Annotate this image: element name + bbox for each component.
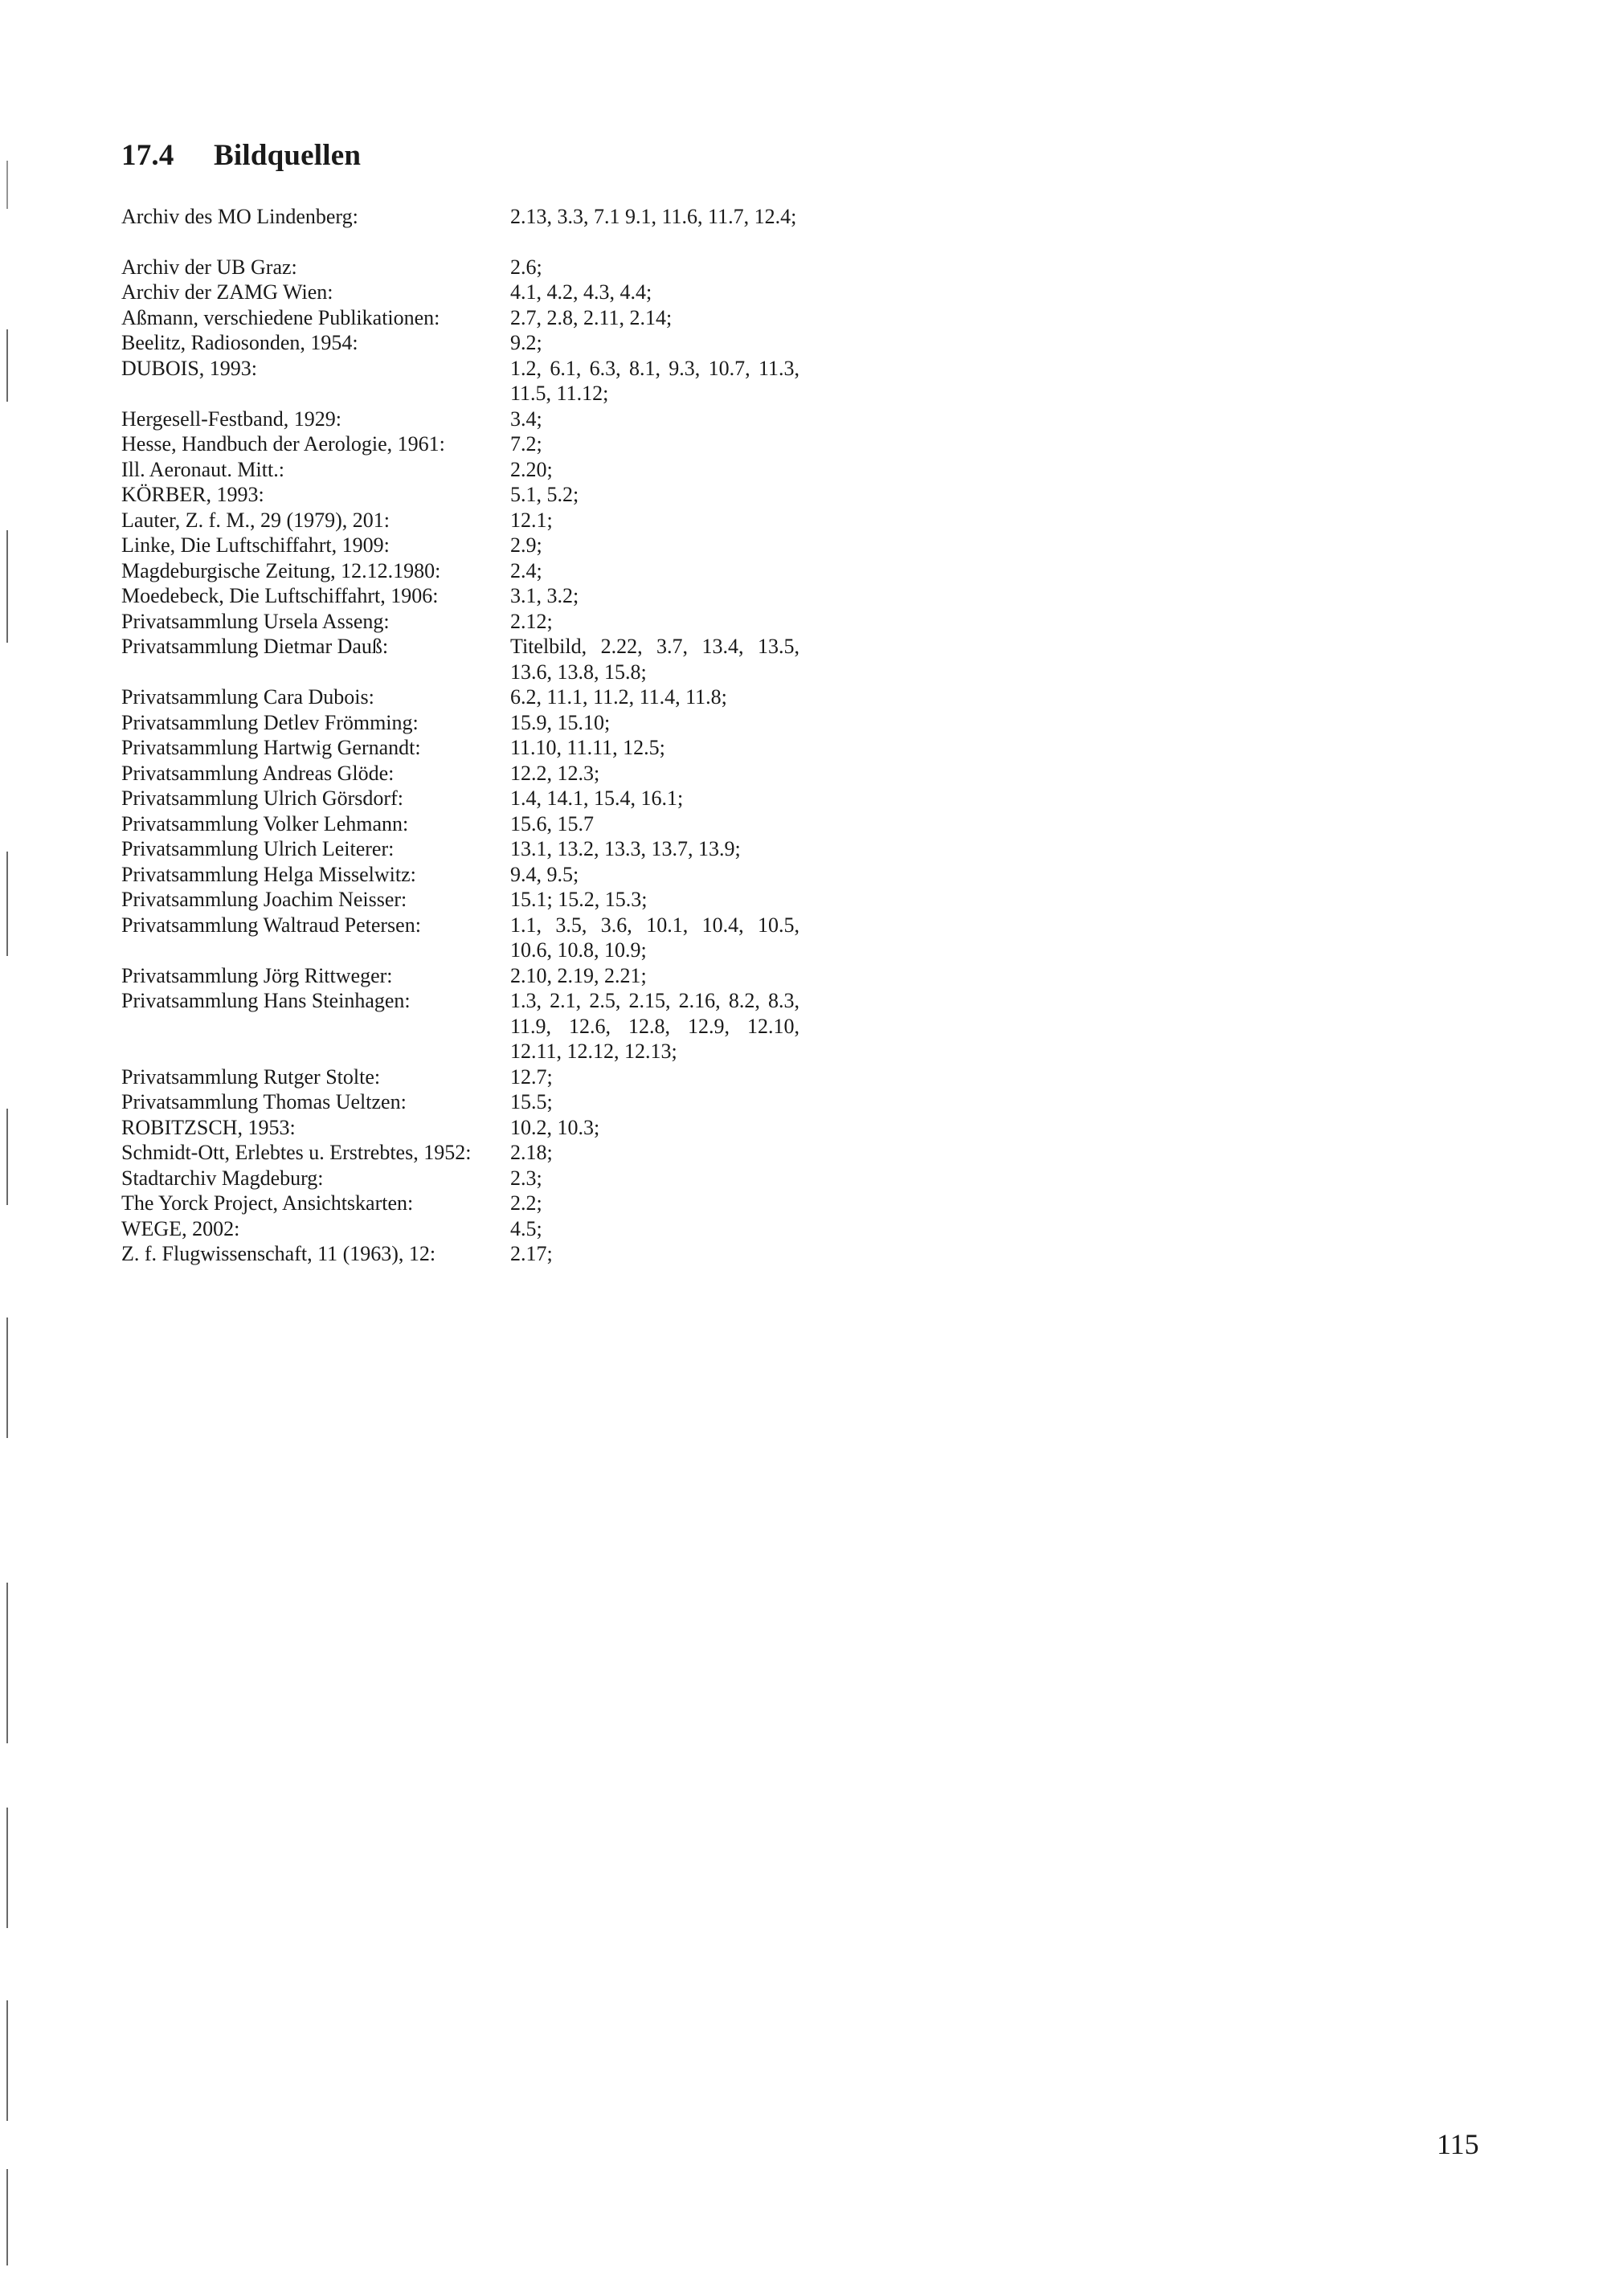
source-entry xyxy=(121,1166,804,1191)
source-name: Archiv der ZAMG Wien: xyxy=(121,280,333,304)
figure-numbers: 1.3, 2.1, 2.5, 2.15, 2.16, 8.2, 8.3, 11.9, 12.6, 12.8, 12.9, 12.10, 12.11, 12.12, 12.13; xyxy=(510,989,799,1063)
figure-numbers: 4.1, 4.2, 4.3, 4.4; xyxy=(510,280,652,304)
figure-numbers: 15.6, 15.7 xyxy=(510,811,594,835)
source-name: Z. f. Flugwissenschaft, 11 (1963), 12: xyxy=(121,1242,436,1265)
figure-numbers: 1.4, 14.1, 15.4, 16.1; xyxy=(510,786,684,810)
source-name: Privatsammlung Andreas Glöde: xyxy=(121,761,395,785)
source-name: WEGE, 2002: xyxy=(121,1216,240,1240)
source-entry xyxy=(121,684,804,710)
figure-numbers: 15.1; 15.2, 15.3; xyxy=(510,888,648,911)
source-entry xyxy=(121,836,804,862)
source-name: ROBITZSCH, 1953: xyxy=(121,1115,296,1139)
figure-numbers: 12.7; xyxy=(510,1064,553,1089)
figure-numbers: 9.2; xyxy=(510,331,542,354)
figure-numbers: 2.10, 2.19, 2.21; xyxy=(510,963,647,987)
source-name: Lauter, Z. f. M., 29 (1979), 201: xyxy=(121,508,391,532)
source-entry xyxy=(121,862,804,888)
source-name: Archiv des MO Lindenberg: xyxy=(121,205,358,228)
source-name: Privatsammlung Joachim Neisser: xyxy=(121,888,407,911)
source-entry xyxy=(121,1216,804,1242)
source-entry xyxy=(121,508,804,533)
figure-numbers: 11.10, 11.11, 12.5; xyxy=(510,736,665,759)
section-title: Bildquellen xyxy=(214,139,362,172)
source-entry xyxy=(121,887,804,913)
source-name: Archiv der UB Graz: xyxy=(121,255,297,279)
source-entry xyxy=(121,406,804,432)
figure-numbers: 4.5; xyxy=(510,1216,542,1240)
source-name: Schmidt-Ott, Erlebtes u. Erstrebtes, 1952: xyxy=(121,1141,472,1164)
source-entry xyxy=(121,356,804,406)
source-entry xyxy=(121,710,804,736)
source-entry xyxy=(121,533,804,558)
source-name: Privatsammlung Hans Steinhagen: xyxy=(121,989,411,1012)
section-number: 17.4 xyxy=(121,139,174,172)
source-entry xyxy=(121,1064,804,1090)
scan-edge-line xyxy=(6,852,8,956)
figure-numbers: 3.1, 3.2; xyxy=(510,584,579,607)
page-number: 115 xyxy=(1437,2128,1479,2160)
figure-numbers: 13.1, 13.2, 13.3, 13.7, 13.9; xyxy=(510,837,741,860)
figure-numbers: 15.5; xyxy=(510,1090,553,1113)
figure-numbers: 2.17; xyxy=(510,1242,553,1265)
figure-numbers: 2.2; xyxy=(510,1191,542,1215)
scan-edge-line xyxy=(6,1109,8,1205)
source-name: Stadtarchiv Magdeburg: xyxy=(121,1166,324,1190)
source-name: Privatsammlung Hartwig Gernandt: xyxy=(121,736,421,759)
source-entry xyxy=(121,255,804,280)
figure-numbers: 9.4, 9.5; xyxy=(510,862,579,886)
source-name: Privatsammlung Cara Dubois: xyxy=(121,685,374,709)
figure-numbers: 2.18; xyxy=(510,1141,553,1164)
figure-numbers: 2.12; xyxy=(510,609,553,633)
source-name: Privatsammlung Jörg Rittweger: xyxy=(121,963,393,987)
source-entry xyxy=(121,634,804,684)
source-entry xyxy=(121,558,804,584)
source-entry xyxy=(121,305,804,331)
source-entry xyxy=(121,913,804,963)
figure-numbers: 6.2, 11.1, 11.2, 11.4, 11.8; xyxy=(510,685,727,709)
figure-numbers: 12.2, 12.3; xyxy=(510,761,600,785)
source-name: Privatsammlung Rutger Stolte: xyxy=(121,1064,381,1089)
source-entry xyxy=(121,1140,804,1166)
source-entry xyxy=(121,963,804,989)
figure-numbers: 1.1, 3.5, 3.6, 10.1, 10.4, 10.5, 10.6, 10.8, 10.9; xyxy=(510,913,799,962)
source-entry xyxy=(121,1241,804,1267)
source-name: Privatsammlung Thomas Ueltzen: xyxy=(121,1090,407,1113)
figure-numbers: 3.4; xyxy=(510,406,542,431)
figure-numbers: 2.6; xyxy=(510,255,542,279)
source-entry xyxy=(121,431,804,457)
source-name: Moedebeck, Die Luftschiffahrt, 1906: xyxy=(121,584,439,607)
source-entry xyxy=(121,204,804,230)
source-entry xyxy=(121,786,804,811)
section-heading xyxy=(121,138,361,173)
source-name: Privatsammlung Dietmar Dauß: xyxy=(121,635,389,658)
source-entry xyxy=(121,988,804,1064)
source-name: Privatsammlung Ulrich Leiterer: xyxy=(121,837,395,860)
source-name: Hesse, Handbuch der Aerologie, 1961: xyxy=(121,432,445,456)
source-name: Ill. Aeronaut. Mitt.: xyxy=(121,457,284,481)
image-source-list xyxy=(121,204,804,1267)
source-entry xyxy=(121,1191,804,1216)
scan-edge-line xyxy=(6,329,8,402)
source-entry xyxy=(121,457,804,483)
figure-numbers: 1.2, 6.1, 6.3, 8.1, 9.3, 10.7, 11.3, 11.5, 11.12; xyxy=(510,356,799,405)
scan-edge-line xyxy=(6,2169,8,2265)
source-name: Linke, Die Luftschiffahrt, 1909: xyxy=(121,533,390,557)
figure-numbers: 12.1; xyxy=(510,508,553,532)
figure-numbers: 10.2, 10.3; xyxy=(510,1115,600,1139)
source-name: Privatsammlung Waltraud Petersen: xyxy=(121,913,421,937)
source-entry xyxy=(121,761,804,786)
source-name: The Yorck Project, Ansichtskarten: xyxy=(121,1191,414,1215)
source-name: Hergesell-Festband, 1929: xyxy=(121,406,341,431)
source-entry xyxy=(121,330,804,356)
source-name: Privatsammlung Ursela Asseng: xyxy=(121,609,390,633)
scan-edge-line xyxy=(6,1318,8,1438)
source-name: Privatsammlung Ulrich Görsdorf: xyxy=(121,786,403,810)
figure-numbers: 2.4; xyxy=(510,558,542,582)
scan-edge-line xyxy=(6,530,8,643)
figure-numbers: 2.20; xyxy=(510,457,553,481)
source-entry xyxy=(121,1089,804,1115)
scan-edge-line xyxy=(6,161,8,209)
figure-numbers: 2.7, 2.8, 2.11, 2.14; xyxy=(510,305,673,329)
figure-numbers: 2.13, 3.3, 7.1 9.1, 11.6, 11.7, 12.4; xyxy=(510,205,797,228)
scan-edge-line xyxy=(6,1583,8,1743)
figure-numbers: 2.3; xyxy=(510,1166,542,1190)
source-entry xyxy=(121,280,804,305)
figure-numbers: 5.1, 5.2; xyxy=(510,483,579,506)
source-name: Magdeburgische Zeitung, 12.12.1980: xyxy=(121,558,441,582)
source-name: DUBOIS, 1993: xyxy=(121,356,258,380)
source-entry xyxy=(121,1115,804,1141)
source-entry xyxy=(121,583,804,609)
scan-edge-line xyxy=(6,1808,8,1928)
source-entry xyxy=(121,811,804,837)
source-name: Aßmann, verschiedene Publikationen: xyxy=(121,305,440,329)
figure-numbers: 2.9; xyxy=(510,533,542,557)
figure-numbers: 15.9, 15.10; xyxy=(510,710,611,734)
source-name: KÖRBER, 1993: xyxy=(121,483,264,506)
source-name: Privatsammlung Detlev Frömming: xyxy=(121,710,419,734)
scan-edge-line xyxy=(6,2000,8,2121)
source-entry xyxy=(121,735,804,761)
figure-numbers: 7.2; xyxy=(510,432,542,456)
source-entry xyxy=(121,609,804,635)
source-name: Privatsammlung Helga Misselwitz: xyxy=(121,862,416,886)
figure-numbers: Titelbild, 2.22, 3.7, 13.4, 13.5, 13.6, 13.8, 15.8; xyxy=(510,635,799,684)
source-entry xyxy=(121,482,804,508)
source-name: Beelitz, Radiosonden, 1954: xyxy=(121,331,358,354)
source-name: Privatsammlung Volker Lehmann: xyxy=(121,811,409,835)
